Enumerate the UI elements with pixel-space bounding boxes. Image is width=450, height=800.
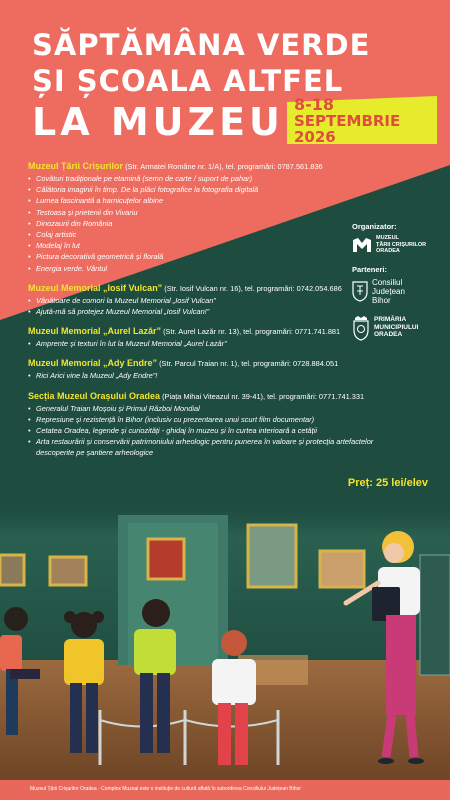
activity-list <box>28 338 348 349</box>
section-name: Secția Muzeul Orașului Oradea <box>28 390 161 401</box>
section-header <box>28 160 348 173</box>
activity-list <box>28 173 348 274</box>
activity-list <box>28 403 374 459</box>
partner-logo-primaria <box>352 315 444 341</box>
list-item: • Pictura decorativă geometrică și florală <box>28 252 164 262</box>
footer-text: Muzeul Țării Crișurilor Oradea - Complex Muzeal este o instituție de cultură aflată în subordinea Consiliului Județean Bihor <box>30 786 301 792</box>
list-item: • Energia verde. Vântul <box>28 263 108 273</box>
list-item: • Arta restaurării și conservării patrimoniului arheologic pentru punerea în valoare și protecția artefactelor <box>28 437 374 447</box>
partner-logo-text: ORADEA <box>374 331 403 339</box>
organizer-logo-text: MUZEUL <box>376 235 399 241</box>
section-name: Muzeul Memorial „Ady Endre” <box>28 358 158 369</box>
list-item: • Generalul Traian Moșoiu și Primul Război Mondial <box>28 403 200 413</box>
section-muzeul-orasului <box>28 390 374 459</box>
section-name: Muzeul Țării Crișurilor <box>28 161 124 171</box>
list-item: • Covături tradiționale pe etamină (semn de carte / suport de pahar) <box>28 174 253 183</box>
list-item: • Modelaj în lut <box>28 241 80 251</box>
section-name: Muzeul Memorial „Aurel Lazăr” <box>28 326 162 337</box>
list-item: • Călătoria imaginii în timp. De la plăci fotografice la fotografia digitală <box>28 185 259 195</box>
partner-logo-text: PRIMĂRIA <box>374 316 407 324</box>
organizer-logo-text: ȚĂRII CRIȘURILOR <box>376 241 427 248</box>
section-info: (Str. Iosif Vulcan nr. 16), tel. programări: 0742.054.686 <box>162 283 342 293</box>
city-coat-of-arms-icon <box>352 315 370 341</box>
section-ady-endre <box>28 357 348 381</box>
partner-logo-consiliul <box>352 278 444 305</box>
museum-m-icon <box>352 237 372 253</box>
section-header <box>28 390 365 403</box>
list-item: • Amprente și texturi în lut la Muzeul Memorial „Aurel Lazăr” <box>28 339 227 349</box>
list-item: • Colaj artistic <box>28 230 77 240</box>
section-header <box>28 325 348 338</box>
organizer-logo <box>352 235 444 255</box>
list-item: • Rici Arici vine la Muzeul „Ady Endre”! <box>28 371 158 381</box>
partner-logo-text: Consiliul <box>372 277 403 287</box>
footer-bar <box>0 780 450 800</box>
section-header <box>28 282 348 295</box>
list-item: • Vânătoare de comori la Muzeul Memorial „Iosif Vulcan” <box>28 295 216 305</box>
list-item: descoperite pe șantiere arheologice <box>36 448 154 458</box>
list-item: • Cetatea Oradea, legende și curiozități - ghidaj în muzeu și în curtea interioară a cetății <box>28 426 317 436</box>
section-name: Muzeul Memorial „Iosif Vulcan” <box>28 282 163 293</box>
partner-logo-text: Județean <box>372 286 405 296</box>
organizer-label: Organizator: <box>352 222 397 231</box>
title-line-1: SĂPTĂMÂNA VERDE <box>32 28 371 62</box>
list-item: • Represiune și rezistență în Bihor (inclusiv cu prezentarea unui scurt film documentar) <box>28 414 315 424</box>
date-days: 8-18 <box>294 95 335 114</box>
title-line-2: ȘI ȘCOALA ALTFEL <box>32 64 344 98</box>
section-header <box>28 357 348 370</box>
activity-list <box>28 370 348 381</box>
section-info: (Str. Armatei Române nr. 1/A), tel. programări: 0787.561.836 <box>123 162 323 171</box>
section-tara-crisurilor <box>28 160 348 274</box>
section-info: (Str. Parcul Traian nr. 1), tel. programări: 0728.884.051 <box>157 359 339 369</box>
county-coat-of-arms-icon <box>352 280 368 302</box>
list-item: • Testoasa și prietenii din Vivariu <box>28 207 138 217</box>
organizer-logo-text: ORADEA <box>376 248 400 254</box>
section-info: (Piața Mihai Viteazul nr. 39-41), tel. programări: 0771.741.331 <box>160 391 365 401</box>
partner-logo-text: Bihor <box>372 295 391 305</box>
section-iosif-vulcan <box>28 282 348 317</box>
section-aurel-lazar <box>28 325 348 349</box>
price-label: Preț: 25 lei/elev <box>347 477 428 489</box>
date-month: SEPTEMBRIE <box>294 112 401 130</box>
list-item: • Lumea fascinantă a harnicuțelor albine <box>28 196 163 206</box>
museum-illustration <box>0 495 450 780</box>
partners-label: Parteneri: <box>352 264 388 274</box>
section-info: (Str. Aurel Lazăr nr. 13), tel. programări: 0771.741.881 <box>161 327 341 337</box>
sponsors-sidebar <box>352 222 444 351</box>
date-year: 2026 <box>294 128 336 146</box>
activity-list <box>28 295 348 317</box>
list-item: • Ajută-mă să protejez Muzeul Memorial „Iosif Vulcan!” <box>28 307 210 317</box>
partner-logo-text: MUNICIPIULUI <box>374 323 419 331</box>
list-item: • Dinozaurii din România <box>28 218 113 228</box>
title-line-3: LA MUZEU <box>32 100 284 144</box>
